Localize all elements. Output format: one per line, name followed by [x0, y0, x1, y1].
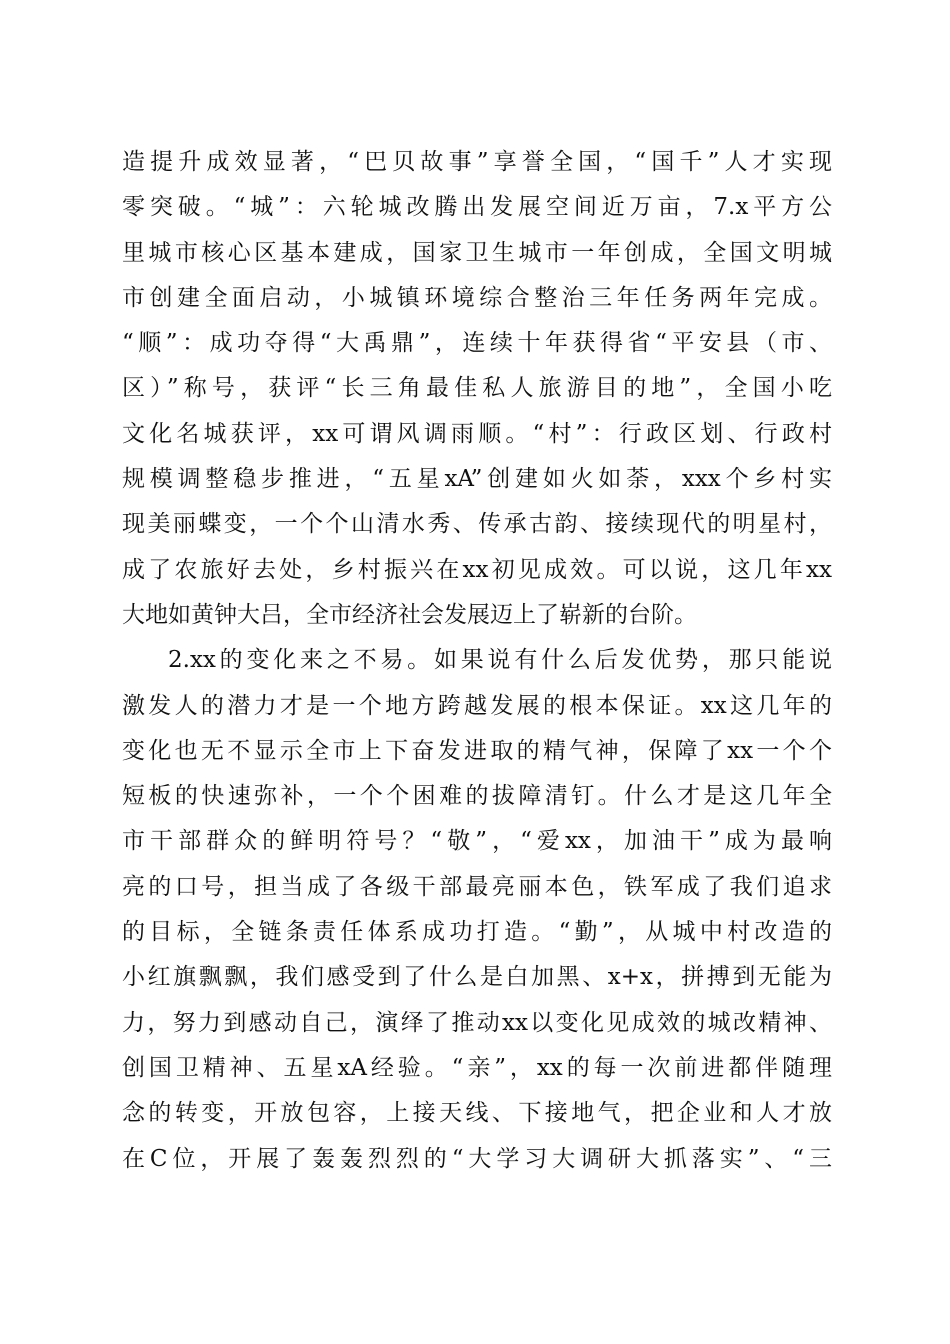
text-line: 市创建全面启动，小城镇环境综合整治三年任务两年完成。: [122, 284, 832, 311]
text-line: 造提升成效显著，“巴贝故事”享誉全国，“国千”人才实现: [122, 149, 832, 175]
text-line: 变化也无不显示全市上下奋发进取的精气神，保障了xx一个个: [122, 737, 832, 764]
text-line: 文化名城获评，xx可谓风调雨顺。“村”：行政区划、行政村: [122, 420, 832, 447]
text-line: 现美丽蝶变，一个个山清水秀、传承古韵、接续现代的明星村，: [122, 511, 832, 538]
text-line: 激发人的潜力才是一个地方跨越发展的根本保证。xx这几年的: [122, 692, 832, 719]
text-line: 成了农旅好去处，乡村振兴在xx初见成效。可以说，这几年xx: [122, 556, 832, 583]
text-line: 的目标，全链条责任体系成功打造。“勤”，从城中村改造的: [122, 919, 832, 946]
text-line: 里城市核心区基本建成，国家卫生城市一年创成，全国文明城: [122, 239, 832, 266]
text-line: 亮的口号，担当成了各级干部最亮丽本色，铁军成了我们追求: [122, 873, 832, 900]
text-line: 创国卫精神、五星xA经验。“亲”，xx的每一次前进都伴随理: [122, 1054, 832, 1081]
text-line: 零突破。“城”：六轮城改腾出发展空间近万亩，7.x平方公: [122, 194, 832, 221]
text-line: 短板的快速弥补，一个个困难的拔障清钉。什么才是这几年全: [122, 783, 832, 810]
paragraph-first-line: 2.xx的变化来之不易。如果说有什么后发优势，那只能说: [168, 647, 832, 674]
text-line: 在C位，开展了轰轰烈烈的“大学习大调研大抓落实”、“三: [122, 1145, 832, 1172]
text-line: 市干部群众的鲜明符号？“敬”，“爱xx，加油干”成为最响: [122, 828, 832, 855]
text-line: 力，努力到感动自己，演绎了推动xx以变化见成效的城改精神、: [122, 1009, 832, 1036]
text-line: 区）”称号，获评“长三角最佳私人旅游目的地”，全国小吃: [122, 375, 832, 402]
text-line: 规模调整稳步推进，“五星xA”创建如火如荼，xxx个乡村实: [122, 466, 832, 493]
paragraph-last-line: 大地如黄钟大吕，全市经济社会发展迈上了崭新的台阶。: [122, 601, 697, 628]
text-line: 小红旗飘飘，我们感受到了什么是白加黑、x+x，拼搏到无能为: [122, 964, 832, 991]
text-line: 念的转变，开放包容，上接天线、下接地气，把企业和人才放: [122, 1100, 832, 1127]
text-line: “顺”：成功夺得“大禹鼎”，连续十年获得省“平安县（市、: [122, 330, 832, 357]
body-text: [122, 140, 832, 1182]
